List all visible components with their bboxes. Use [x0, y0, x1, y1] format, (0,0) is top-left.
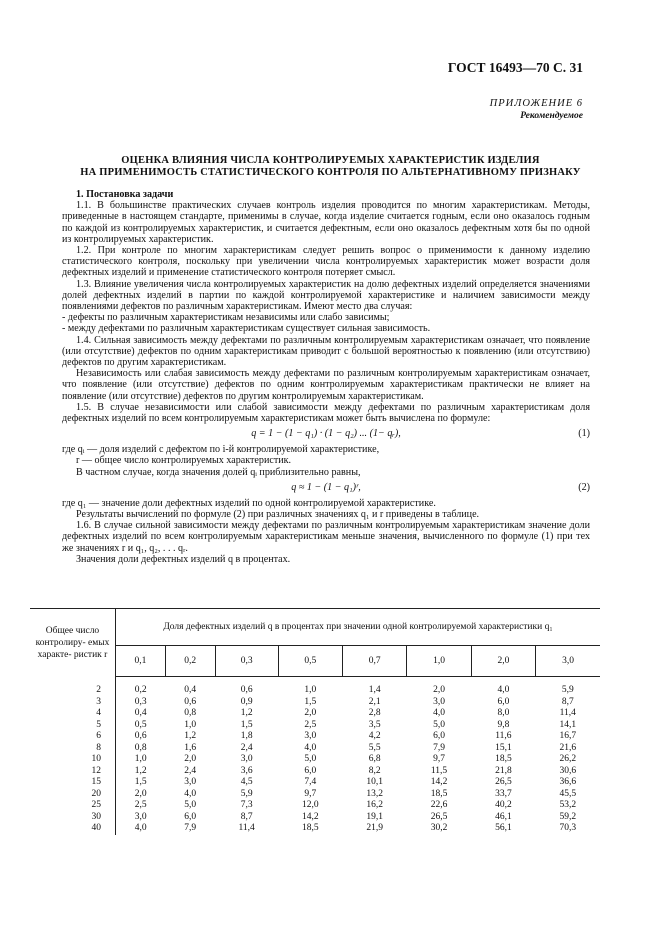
q1-header-cell: 0,3	[215, 646, 278, 677]
table-cell: 16,7	[559, 731, 577, 741]
table-cell: 15,1	[495, 742, 512, 753]
table-cell: 30,2	[430, 823, 448, 833]
table-cell: 8,7	[561, 696, 574, 707]
table-cell: 3,0	[184, 777, 197, 787]
table-cell: 4,0	[184, 788, 197, 799]
r-value-cell: 12	[30, 766, 116, 778]
table-cell: 18,5	[495, 754, 512, 764]
table-cell: 4,0	[134, 823, 147, 833]
table-cell: 0,8	[184, 708, 197, 718]
table-cell: 26,5	[495, 777, 512, 787]
table-cell: 6,8	[368, 754, 381, 764]
values-caption: Значения доли дефектных изделий q в процентах.	[76, 553, 291, 565]
table-cell: 33,7	[495, 788, 512, 799]
table-cell: 9,7	[433, 754, 445, 764]
row-header-cell: Общее число контролиру- емых характе- ристик r	[30, 609, 116, 677]
table-cell: 0,4	[184, 685, 197, 695]
table-cell: 0,8	[134, 742, 147, 753]
table-cell: 4,0	[433, 708, 445, 718]
table-cell: 56,1	[495, 823, 512, 833]
r-value-cell: 5	[30, 720, 116, 732]
table-cell: 1,8	[240, 731, 253, 741]
table-cell: 11,6	[495, 731, 512, 741]
table-cell: 18,5	[302, 823, 319, 833]
table-row	[30, 754, 600, 766]
table-cell: 1,2	[240, 708, 253, 718]
table-cell: 1,5	[240, 719, 253, 730]
standard-header: ГОСТ 16493—70 С. 31	[447, 60, 583, 75]
table-cell: 8,2	[368, 765, 381, 776]
paragraph-1-2: 1.2. При контроле по многим характеристикам следует решить вопрос о применимости к данному изделию статистического контроля, поскольку при увеличении числа контролируемых характеристик может возрасти доля дефектных изделий и применение статистического контроля потеряет смысл.	[62, 245, 590, 279]
table-cell: 7,9	[184, 823, 197, 833]
paragraph-1-3: 1.3. Влияние увеличения числа контролируемых характеристик на долю дефектных изделий определяется значениями долей дефектных изделий в партии по каждой контролируемой характеристике и наличием зависимости между появлениями дефектов по различным характеристикам. Имеют место два случая:	[62, 278, 590, 313]
q1-header-cell: 2,0	[471, 646, 535, 677]
table-cell: 6,0	[433, 731, 445, 741]
table-cell: 11,4	[238, 823, 255, 833]
table-row	[30, 708, 600, 720]
table-cell: 5,0	[433, 719, 445, 730]
table-cell: 26,2	[559, 754, 577, 764]
table-cell: 5,0	[304, 754, 317, 764]
table-cell: 5,5	[368, 742, 381, 753]
q1-header-cell: 0,2	[165, 646, 215, 677]
table-cell: 45,5	[559, 788, 577, 799]
table-cell: 2,8	[368, 708, 381, 718]
table-cell: 1,2	[134, 765, 147, 776]
formula-2-expression: q ≈ 1 − (1 − q₁)ʳ,	[291, 481, 361, 493]
table-cell: 2,0	[134, 788, 147, 799]
table-cell: 1,5	[134, 777, 147, 787]
q1-header-cell: 1,0	[407, 646, 471, 677]
table-cell: 0,2	[134, 685, 147, 695]
table-cell: 11,5	[430, 765, 448, 776]
table-cell: 1,0	[304, 685, 317, 695]
table-cell: 3,0	[433, 696, 445, 707]
table-cell: 18,5	[430, 788, 448, 799]
paragraph-1-6: 1.6. В случае сильной зависимости между дефектами по различным контролируемым характеристикам значение доли дефектных изделий по всем контролируемым характеристикам меньше значения, вычисленного по формуле (1) при тех же значениях r и q₁, q₂, . . . qᵣ.	[62, 520, 590, 554]
table-cell: 4,5	[240, 777, 253, 787]
where-1b: r — общее число контролируемых характеристик.	[76, 455, 292, 467]
r-value-cell: 30	[30, 812, 116, 824]
table-cell: 1,0	[134, 754, 147, 764]
table-cell: 2,5	[134, 800, 147, 810]
body-text	[62, 189, 590, 565]
table-cell: 59,2	[559, 811, 577, 822]
table-cell: 46,1	[495, 811, 512, 822]
table-cell: 10,1	[366, 777, 383, 787]
table-cell: 3,0	[240, 754, 253, 764]
table-cell: 7,4	[304, 777, 317, 787]
table-cell: 0,6	[184, 696, 197, 707]
paragraph-1-5: 1.5. В случае независимости или слабой зависимости между дефектами по различным характеристикам доля дефектных изделий по всем контролируемым характеристикам может быть вычислена по формуле:	[62, 401, 590, 425]
table-cell: 0,3	[134, 696, 147, 707]
table-cell: 14,2	[302, 811, 319, 822]
table-cell: 3,0	[304, 731, 317, 741]
table-header-row	[30, 609, 600, 646]
table-cell: 21,8	[495, 765, 512, 776]
table-cell: 11,4	[559, 708, 576, 718]
table-cell: 40,2	[495, 800, 512, 810]
table-cell: 3,6	[240, 765, 253, 776]
table-row	[30, 800, 600, 812]
table-cell: 16,2	[366, 800, 383, 810]
table-row	[30, 677, 600, 697]
appendix-label: ПРИЛОЖЕНИЕ 6	[489, 98, 583, 109]
table-cell: 7,9	[433, 742, 445, 753]
formula-1-number: (1)	[578, 428, 590, 440]
table-cell: 5,9	[240, 788, 253, 799]
table-row	[30, 812, 600, 824]
table-cell: 2,1	[368, 696, 381, 707]
r-value-cell: 10	[30, 754, 116, 766]
table-cell: 12,0	[302, 800, 319, 810]
r-value-cell: 3	[30, 697, 116, 709]
formula-1-expression: q = 1 − (1 − q₁) · (1 − q₂) ... (1− qᵣ),	[251, 428, 401, 440]
table-cell: 21,9	[366, 823, 383, 833]
table-cell: 70,3	[559, 823, 577, 833]
r-value-cell: 25	[30, 800, 116, 812]
table-cell: 5,9	[561, 685, 574, 695]
table-cell: 14,2	[430, 777, 448, 787]
table-cell: 30,6	[559, 765, 577, 776]
r-value-cell: 6	[30, 731, 116, 743]
table-row	[30, 731, 600, 743]
table-cell: 6,0	[184, 811, 197, 822]
table-cell: 4,0	[497, 685, 510, 695]
table-cell: 9,7	[304, 788, 317, 799]
table-row	[30, 766, 600, 778]
table-cell: 14,1	[559, 719, 577, 730]
span-header-cell: Доля дефектных изделий q в процентах при значении одной контролируемой характеристики q₁	[116, 609, 601, 646]
table-cell: 2,0	[304, 708, 317, 718]
table-cell: 8,7	[240, 811, 253, 822]
table-cell: 6,0	[497, 696, 510, 707]
table-cell: 1,5	[304, 696, 317, 707]
where-1a: где qᵢ — доля изделий с дефектом по i-й контролируемой характеристике,	[62, 444, 380, 456]
table-row	[30, 720, 600, 732]
formula-2-number: (2)	[578, 481, 590, 493]
table-row	[30, 823, 600, 835]
defect-table	[30, 608, 600, 835]
table-cell: 7,3	[240, 800, 253, 810]
table-cell: 2,0	[433, 685, 445, 695]
title-line-1: ОЦЕНКА ВЛИЯНИЯ ЧИСЛА КОНТРОЛИРУЕМЫХ ХАРАКТЕРИСТИК ИЗДЕЛИЯ	[121, 155, 540, 166]
table-cell: 0,9	[240, 696, 253, 707]
r-value-cell: 4	[30, 708, 116, 720]
table-cell: 5,0	[184, 800, 197, 810]
table-cell: 1,2	[184, 731, 197, 741]
paragraph-1-4b: Независимость или слабая зависимость между дефектами по различным контролируемым характеристикам означает, что появление (или отсутствие) дефектов по одним контролируемым характеристикам практически не влияет на появление (или отсутствие) дефектов по другим контролируемым характеристикам.	[62, 368, 590, 402]
section-heading: 1. Постановка задачи	[76, 189, 174, 200]
special-case: В частном случае, когда значения долей qᵢ приблизительно равны,	[76, 466, 361, 478]
paragraph-1-1: 1.1. В большинстве практических случаев контроль изделия проводится по многим характеристикам. Методы, приведенные в настоящем стандарте, применимы в случае, когда изделие считается годным, если оно оказалось годным по каждой из контролируемых характеристик, и считается дефектным, если оно оказалось дефектным хотя бы по одной из контролируемых характеристик.	[62, 200, 590, 245]
where-2: где q₁ — значение доли дефектных изделий по одной контролируемой характеристике.	[62, 497, 436, 509]
table-cell: 2,4	[184, 765, 197, 776]
table-cell: 0,6	[240, 685, 253, 695]
table-cell: 26,5	[430, 811, 448, 822]
table-cell: 8,0	[497, 708, 510, 718]
table-body	[30, 677, 600, 835]
q1-header-cell: 0,7	[343, 646, 407, 677]
q1-header-cell: 3,0	[536, 646, 600, 677]
formula-1	[62, 424, 590, 444]
table-cell: 13,2	[366, 788, 383, 799]
paragraph-1-4: 1.4. Сильная зависимость между дефектами по различным контролируемым характеристикам означает, что появление (или отсутствие) дефектов по одним характеристикам приводит с большой вероятностью к появлению (или отсутствию) дефектов по другим характеристикам.	[62, 334, 590, 369]
table-cell: 2,0	[184, 754, 197, 764]
table-cell: 53,2	[559, 800, 577, 810]
table-cell: 22,6	[430, 800, 448, 810]
appendix-block	[490, 97, 583, 123]
table-cell: 4,2	[368, 731, 381, 741]
dash-item-1: - дефекты по различным характеристикам независимы или слабо зависимы;	[62, 312, 390, 324]
r-value-cell: 8	[30, 743, 116, 755]
results-note: Результаты вычислений по формуле (2) при различных значениях q₁ и r приведены в таблице.	[76, 509, 480, 521]
table-cell: 1,4	[368, 685, 381, 695]
table-cell: 21,6	[559, 742, 577, 753]
table-cell: 19,1	[366, 811, 383, 822]
q1-header-cell: 0,5	[278, 646, 342, 677]
table-cell: 0,4	[134, 708, 147, 718]
table-cell: 6,0	[304, 765, 317, 776]
table-row	[30, 697, 600, 709]
r-value-cell: 2	[30, 677, 116, 697]
table-cell: 2,4	[240, 742, 253, 753]
r-value-cell: 15	[30, 777, 116, 789]
table-row	[30, 743, 600, 755]
appendix-status: Рекомендуемое	[520, 111, 583, 121]
table-cell: 1,0	[184, 719, 197, 730]
table-cell: 1,6	[184, 742, 197, 753]
page-title	[70, 155, 591, 179]
table-cell: 3,0	[134, 811, 147, 822]
q1-values-row	[30, 646, 600, 677]
table-cell: 36,6	[559, 777, 577, 787]
table-row	[30, 777, 600, 789]
r-value-cell: 20	[30, 789, 116, 801]
table-cell: 0,6	[134, 731, 147, 741]
dash-item-2: - между дефектами по различным характеристикам существует сильная зависимость.	[62, 323, 431, 335]
table-row	[30, 789, 600, 801]
r-value-cell: 40	[30, 823, 116, 835]
table-cell: 0,5	[134, 719, 147, 730]
q1-header-cell: 0,1	[116, 646, 166, 677]
title-line-2: НА ПРИМЕНИМОСТЬ СТАТИСТИЧЕСКОГО КОНТРОЛЯ ПО АЛЬТЕРНАТИВНОМУ ПРИЗНАКУ	[80, 167, 581, 178]
table-cell: 9,8	[497, 719, 510, 730]
table-cell: 4,0	[304, 742, 317, 753]
table-cell: 2,5	[304, 719, 317, 730]
formula-2	[62, 478, 590, 498]
table-cell: 3,5	[368, 719, 381, 730]
